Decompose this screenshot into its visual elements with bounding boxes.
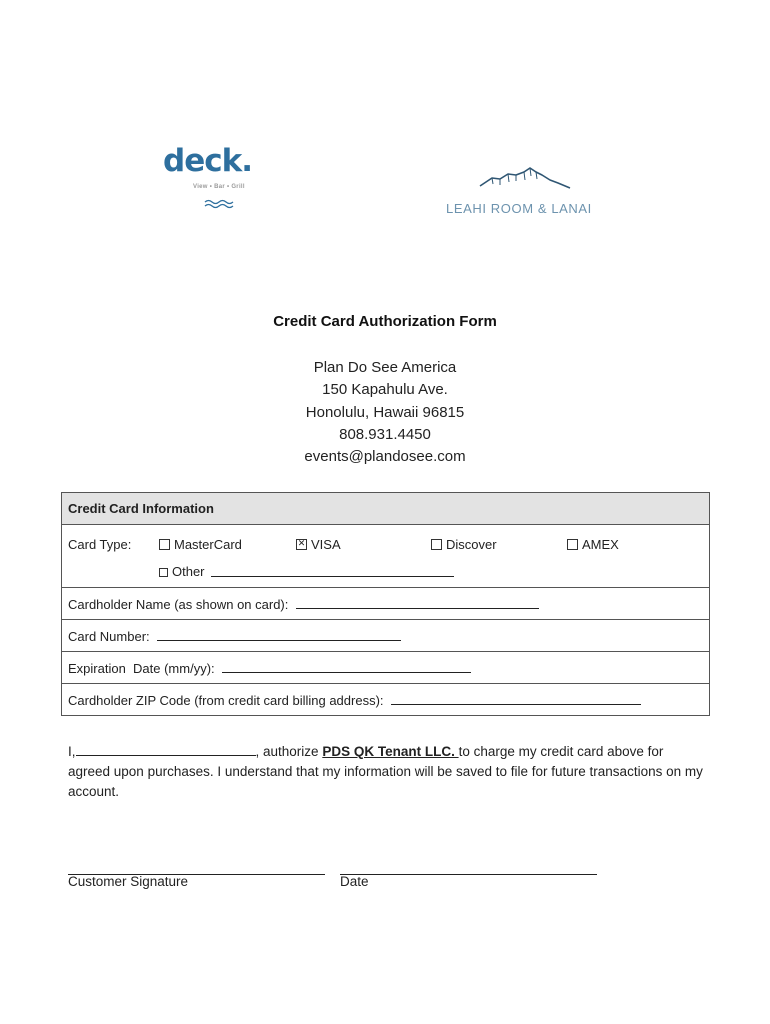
card-type-label: Card Type: <box>68 537 132 552</box>
company-address <box>0 357 770 468</box>
cardholder-name-field[interactable] <box>296 596 539 609</box>
form-title: Credit Card Authorization Form <box>273 313 497 330</box>
mastercard-label: MasterCard <box>174 537 242 552</box>
cardholder-name-row <box>62 588 710 620</box>
authorization-suffix: to charge my credit card above for agreed upon purchases. I understand that my information will be saved to file for future transactions on my account. <box>68 744 703 799</box>
deck-logo-tagline: View • Bar • Grill <box>193 184 245 190</box>
visa-option[interactable] <box>296 537 341 552</box>
authorization-prefix: I, <box>68 744 76 759</box>
other-option[interactable] <box>159 564 205 579</box>
company-street: 150 Kapahulu Ave. <box>322 381 448 399</box>
mastercard-checkbox[interactable] <box>159 539 170 550</box>
visa-checkbox[interactable] <box>296 539 307 550</box>
discover-option[interactable] <box>431 537 497 552</box>
card-number-label: Card Number: <box>68 628 150 644</box>
credit-card-info-table <box>61 492 710 716</box>
amex-checkbox[interactable] <box>567 539 578 550</box>
discover-label: Discover <box>446 537 497 552</box>
mastercard-option[interactable] <box>159 537 242 552</box>
company-email: events@plandosee.com <box>304 448 466 466</box>
other-checkbox[interactable] <box>159 568 168 577</box>
other-label: Other <box>172 564 205 579</box>
authorization-middle: , authorize <box>255 744 323 759</box>
expiration-field[interactable] <box>222 660 471 673</box>
other-field[interactable] <box>211 564 454 577</box>
mountain-icon <box>478 162 573 190</box>
company-name: Plan Do See America <box>313 359 457 376</box>
customer-signature-label: Customer Signature <box>68 874 189 889</box>
cardholder-name-label: Cardholder Name (as shown on card): <box>68 596 289 612</box>
authorizer-name-field[interactable] <box>76 743 256 756</box>
discover-checkbox[interactable] <box>431 539 442 550</box>
company-phone: 808.931.4450 <box>339 425 431 443</box>
card-number-row <box>62 620 710 652</box>
deck-logo-word: deck. <box>163 143 252 179</box>
leahi-logo-text: LEAHI ROOM & LANAI <box>446 201 592 216</box>
expiration-label: Expiration Date (mm/yy): <box>68 660 215 676</box>
date-line[interactable] <box>340 874 597 875</box>
leahi-logo <box>440 162 615 222</box>
zip-code-label: Cardholder ZIP Code (from credit card billing address): <box>68 692 384 708</box>
deck-logo <box>160 143 284 217</box>
company-city: Honolulu, Hawaii 96815 <box>305 403 465 421</box>
authorization-statement <box>68 742 708 802</box>
amex-option[interactable] <box>567 537 619 552</box>
zip-code-row <box>62 684 710 716</box>
card-number-field[interactable] <box>157 628 401 641</box>
zip-code-field[interactable] <box>391 692 641 705</box>
expiration-row <box>62 652 710 684</box>
authorized-company: PDS QK Tenant LLC. <box>322 744 459 759</box>
wave-icon <box>204 199 236 209</box>
date-label: Date <box>340 874 369 889</box>
card-type-row <box>62 525 710 588</box>
visa-label: VISA <box>311 537 341 552</box>
amex-label: AMEX <box>582 537 619 552</box>
credit-card-info-header: Credit Card Information <box>62 493 710 525</box>
